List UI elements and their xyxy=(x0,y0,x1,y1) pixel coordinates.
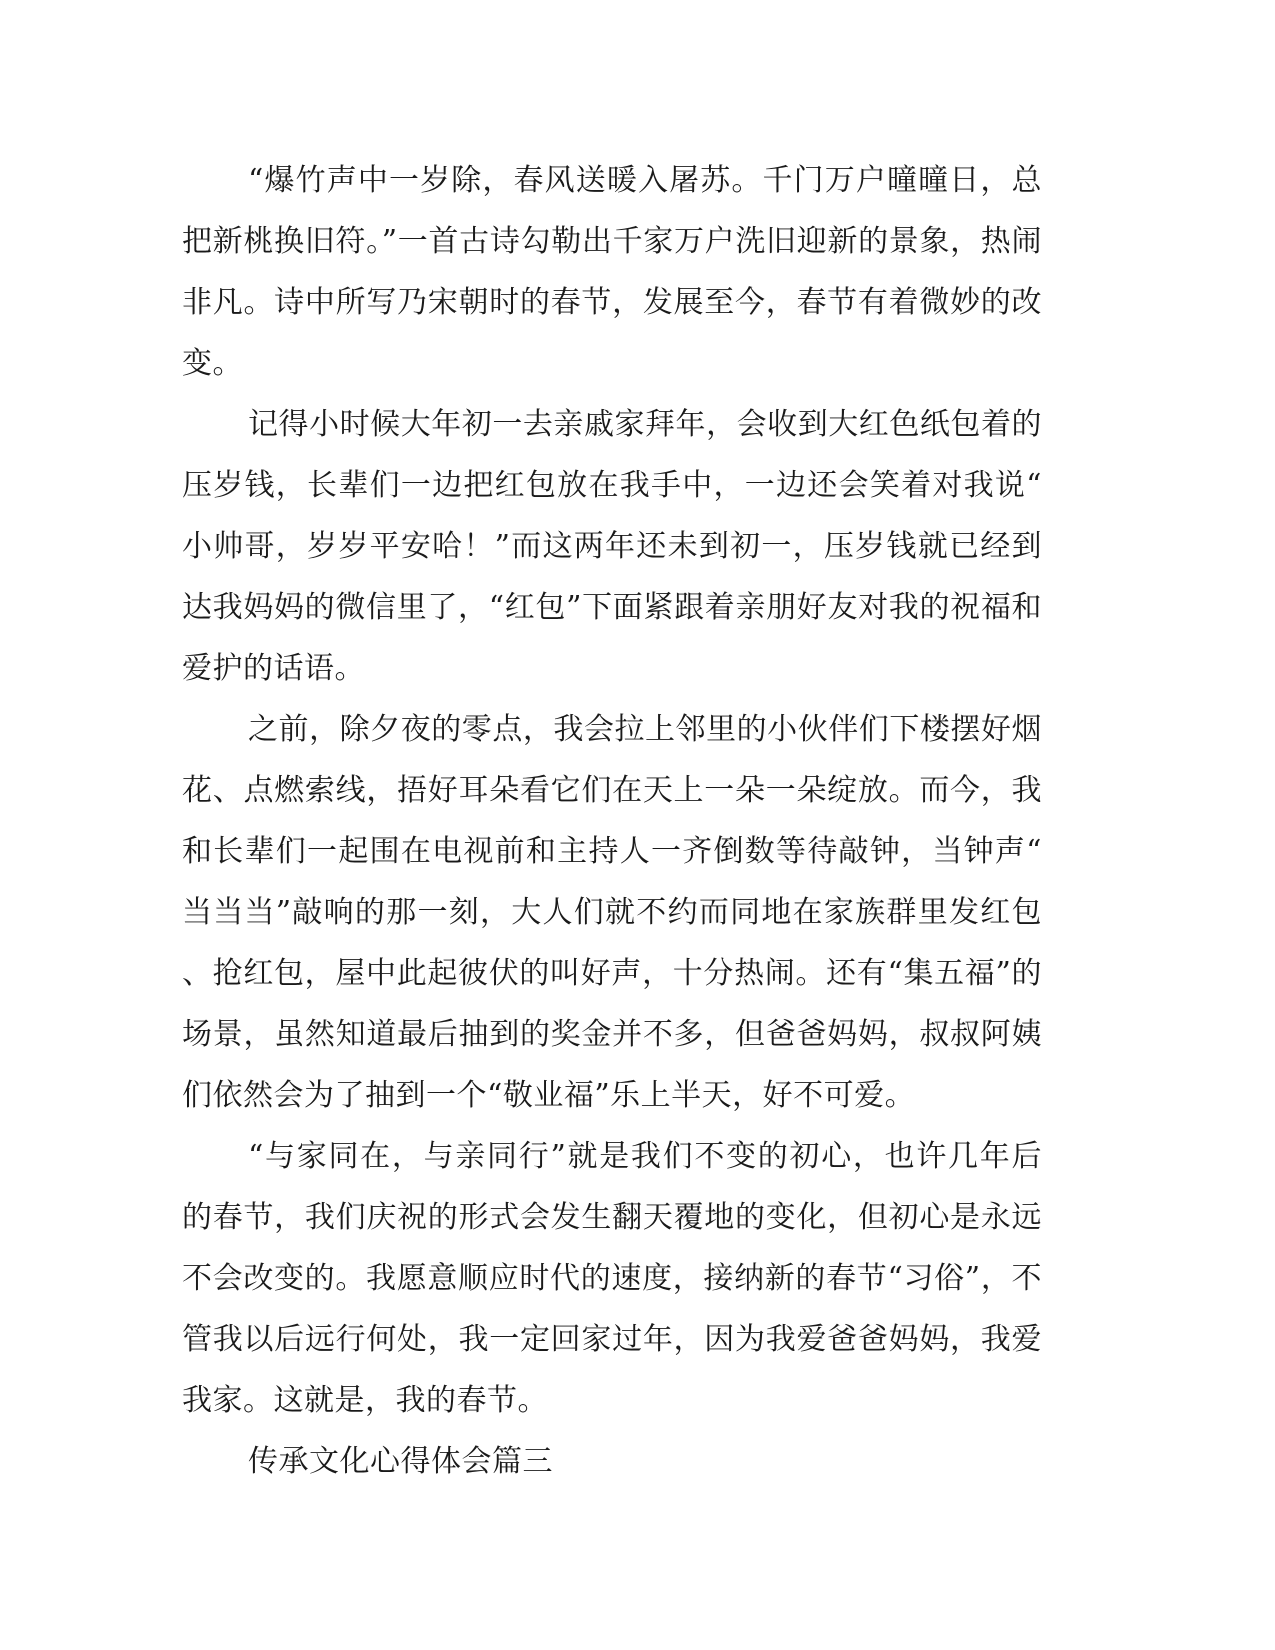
document-body xyxy=(182,150,1042,1492)
section-heading: 传承文化心得体会篇三 xyxy=(248,1444,553,1479)
paragraph-new-year-eve: 之前，除夕夜的零点，我会拉上邻里的小伙伴们下楼摆好烟花、点燃索线，捂好耳朵看它们在天上一朵一朵绽放。而今，我和长辈们一起围在电视前和主持人一齐倒数等待敲钟，当钟声“当当当”敲响的那一刻，大人们就不约而同地在家族群里发红包、抢红包，屋中此起彼伏的叫好声，十分热闹。还有“集五福”的场景，虽然知道最后抽到的奖金并不多，但爸爸妈妈，叔叔阿姨们依然会为了抽到一个“敬业福”乐上半天，好不可爱。 xyxy=(182,712,1042,1113)
paragraph-spring-festival-poem: “爆竹声中一岁除，春风送暖入屠苏。千门万户曈曈日，总把新桃换旧符。”一首古诗勾勒出千家万户洗旧迎新的景象，热闹非凡。诗中所写乃宋朝时的春节，发展至今，春节有着微妙的改变。 xyxy=(182,163,1042,381)
paragraph-red-envelope-memory: 记得小时候大年初一去亲戚家拜年，会收到大红色纸包着的压岁钱，长辈们一边把红包放在我手中，一边还会笑着对我说“小帅哥，岁岁平安哈！”而这两年还未到初一，压岁钱就已经到达我妈妈的微信里了，“红包”下面紧跟着亲朋好友对我的祝福和爱护的话语。 xyxy=(182,407,1042,686)
paragraph-original-intention: “与家同在，与亲同行”就是我们不变的初心，也许几年后的春节，我们庆祝的形式会发生翻天覆地的变化，但初心是永远不会改变的。我愿意顺应时代的速度，接纳新的春节“习俗”，不管我以后远行何处，我一定回家过年，因为我爱爸爸妈妈，我爱我家。这就是，我的春节。 xyxy=(182,1139,1042,1418)
